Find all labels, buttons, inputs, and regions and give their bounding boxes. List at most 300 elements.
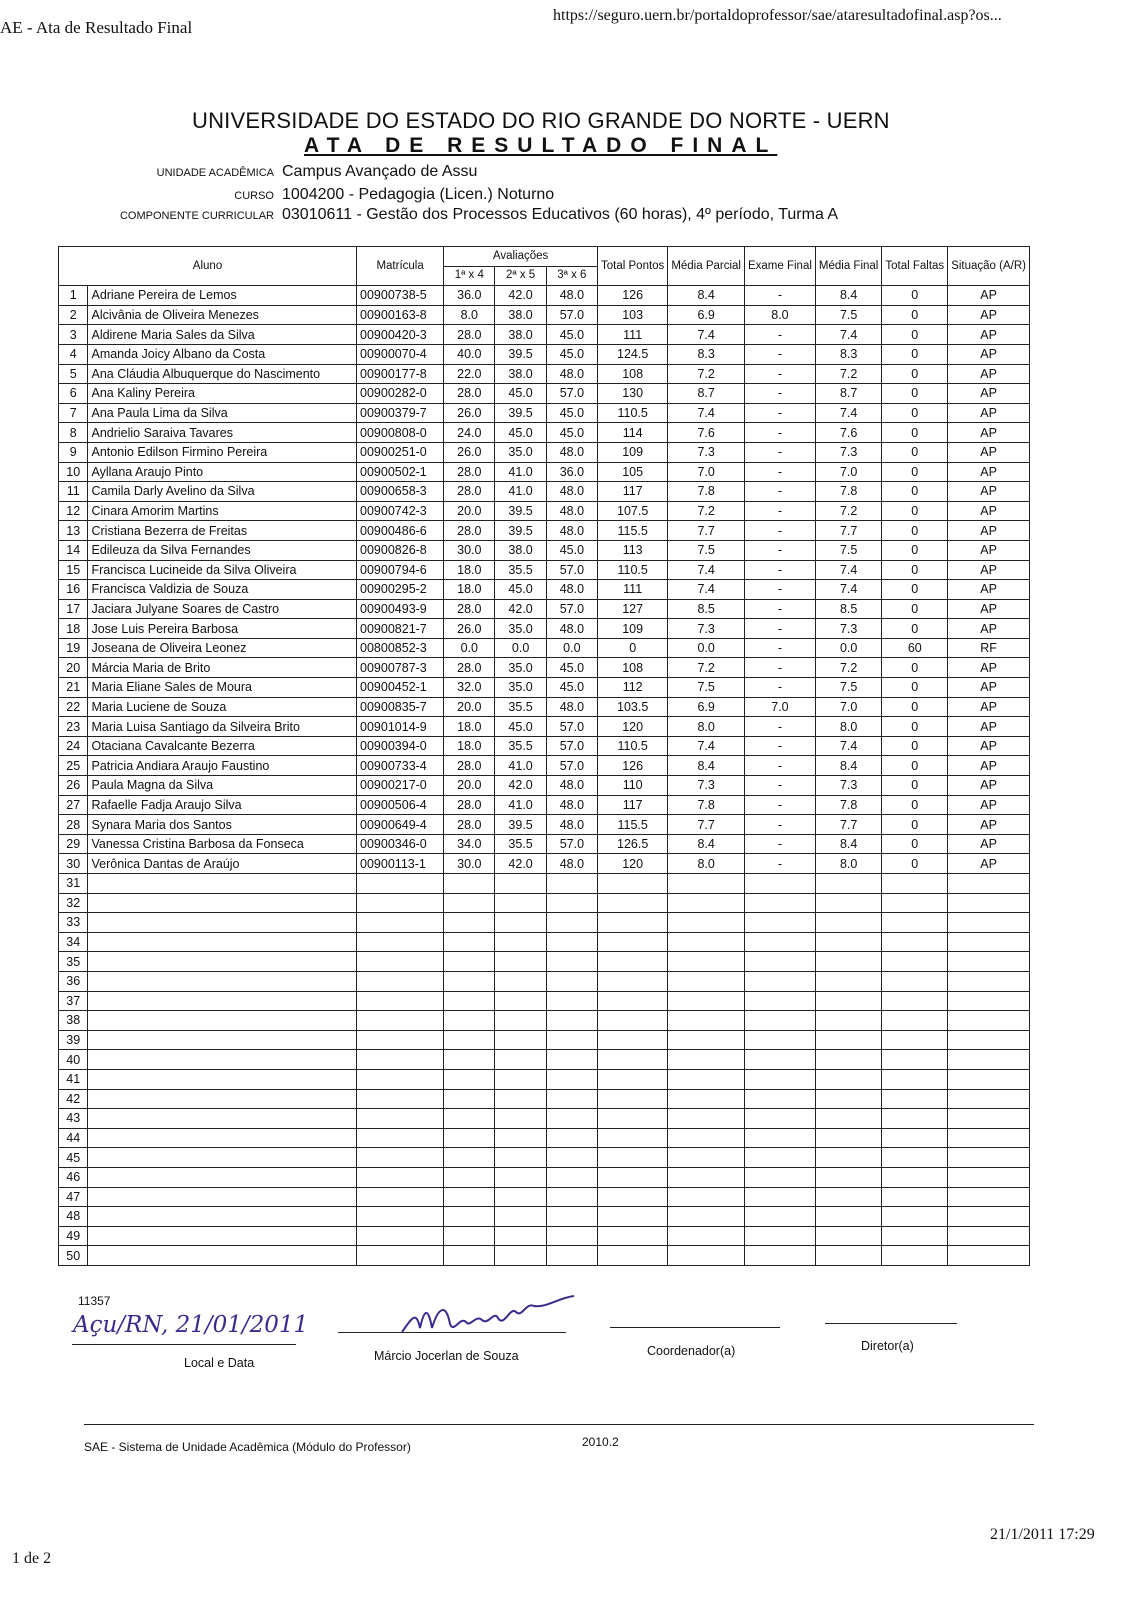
browser-title: AE - Ata de Resultado Final (0, 18, 193, 37)
av3-score (546, 952, 597, 972)
av2-score: 42.0 (495, 286, 546, 306)
matricula (357, 1069, 444, 1089)
av3-score: 57.0 (546, 599, 597, 619)
table-row (59, 1069, 1030, 1089)
table-row (59, 991, 1030, 1011)
av1-score: 8.0 (444, 305, 495, 325)
situacao: AP (948, 403, 1030, 423)
coordenador-line (610, 1327, 780, 1328)
media-parcial (668, 952, 745, 972)
header-av3: 3ª x 6 (546, 266, 597, 286)
student-name: Maria Eliane Sales de Moura (88, 678, 357, 698)
media-parcial (668, 1128, 745, 1148)
av2-score (495, 1030, 546, 1050)
av3-score: 48.0 (546, 697, 597, 717)
av2-score (495, 1128, 546, 1148)
matricula: 00900420-3 (357, 325, 444, 345)
total-faltas: 0 (882, 403, 948, 423)
media-parcial (668, 1187, 745, 1207)
av1-score (444, 991, 495, 1011)
media-final: 7.4 (815, 560, 881, 580)
situacao: AP (948, 423, 1030, 443)
row-number: 27 (59, 795, 88, 815)
total-faltas: 0 (882, 580, 948, 600)
row-number: 30 (59, 854, 88, 874)
av2-score (495, 1050, 546, 1070)
row-number: 36 (59, 971, 88, 991)
exame-final (744, 971, 815, 991)
media-final: 8.7 (815, 384, 881, 404)
exame-final: - (744, 344, 815, 364)
media-final (815, 971, 881, 991)
situacao (948, 1089, 1030, 1109)
row-number: 11 (59, 482, 88, 502)
av3-score (546, 1167, 597, 1187)
total-faltas: 0 (882, 697, 948, 717)
total-faltas: 60 (882, 638, 948, 658)
row-number: 40 (59, 1050, 88, 1070)
exame-final: 7.0 (744, 697, 815, 717)
media-final: 8.4 (815, 834, 881, 854)
row-number: 35 (59, 952, 88, 972)
media-final: 8.3 (815, 344, 881, 364)
table-row (59, 1226, 1030, 1246)
av3-score: 48.0 (546, 364, 597, 384)
av1-score: 20.0 (444, 697, 495, 717)
exame-final (744, 952, 815, 972)
student-name: Verônica Dantas de Araújo (88, 854, 357, 874)
student-name (88, 1089, 357, 1109)
media-final (815, 1148, 881, 1168)
media-final: 7.8 (815, 482, 881, 502)
av3-score: 57.0 (546, 756, 597, 776)
av1-score: 28.0 (444, 462, 495, 482)
exame-final (744, 1246, 815, 1266)
table-row (59, 521, 1030, 541)
media-parcial: 7.3 (668, 442, 745, 462)
student-name: Ana Paula Lima da Silva (88, 403, 357, 423)
media-parcial: 7.5 (668, 540, 745, 560)
total-faltas: 0 (882, 717, 948, 737)
media-final: 8.4 (815, 756, 881, 776)
total-faltas (882, 1246, 948, 1266)
situacao (948, 1167, 1030, 1187)
total-pontos: 127 (598, 599, 668, 619)
media-parcial (668, 1167, 745, 1187)
matricula: 00900251-0 (357, 442, 444, 462)
exame-final (744, 1030, 815, 1050)
media-parcial: 8.4 (668, 834, 745, 854)
exame-final (744, 913, 815, 933)
media-final: 7.5 (815, 305, 881, 325)
table-row (59, 697, 1030, 717)
total-pontos: 109 (598, 442, 668, 462)
av3-score (546, 971, 597, 991)
matricula: 00900113-1 (357, 854, 444, 874)
av2-score: 38.0 (495, 364, 546, 384)
situacao (948, 874, 1030, 894)
table-row (59, 1011, 1030, 1031)
exame-final: - (744, 776, 815, 796)
av1-score (444, 1207, 495, 1227)
situacao (948, 1226, 1030, 1246)
total-pontos: 103 (598, 305, 668, 325)
exame-final: - (744, 423, 815, 443)
av1-score: 40.0 (444, 344, 495, 364)
matricula: 00900502-1 (357, 462, 444, 482)
exame-final: - (744, 658, 815, 678)
av2-score (495, 1089, 546, 1109)
total-pontos (598, 1050, 668, 1070)
total-pontos (598, 1226, 668, 1246)
media-parcial: 8.0 (668, 717, 745, 737)
table-row (59, 560, 1030, 580)
total-faltas (882, 1109, 948, 1129)
componente-label: COMPONENTE CURRICULAR (119, 210, 274, 222)
media-final (815, 874, 881, 894)
header-media-final: Média Final (815, 247, 881, 286)
curso-row (60, 186, 554, 204)
media-parcial: 8.4 (668, 286, 745, 306)
media-parcial (668, 1030, 745, 1050)
student-name (88, 893, 357, 913)
table-row (59, 717, 1030, 737)
av3-score: 45.0 (546, 403, 597, 423)
exame-final: 8.0 (744, 305, 815, 325)
table-row (59, 834, 1030, 854)
situacao: AP (948, 384, 1030, 404)
media-parcial (668, 991, 745, 1011)
row-number: 41 (59, 1069, 88, 1089)
media-final: 7.4 (815, 403, 881, 423)
av3-score: 57.0 (546, 717, 597, 737)
media-parcial (668, 1148, 745, 1168)
exame-final: - (744, 795, 815, 815)
coordenador-label: Coordenador(a) (647, 1344, 736, 1358)
page-number: 1 de 2 (12, 1550, 52, 1567)
situacao: AP (948, 540, 1030, 560)
matricula: 00800852-3 (357, 638, 444, 658)
av3-score: 45.0 (546, 658, 597, 678)
situacao (948, 1128, 1030, 1148)
media-parcial: 8.7 (668, 384, 745, 404)
media-parcial: 6.9 (668, 697, 745, 717)
situacao (948, 1207, 1030, 1227)
av1-score: 18.0 (444, 560, 495, 580)
exame-final: - (744, 384, 815, 404)
student-name: Jose Luis Pereira Barbosa (88, 619, 357, 639)
situacao (948, 1187, 1030, 1207)
table-row (59, 540, 1030, 560)
total-pontos (598, 952, 668, 972)
av3-score (546, 1207, 597, 1227)
student-name (88, 1226, 357, 1246)
total-pontos (598, 1030, 668, 1050)
total-pontos: 107.5 (598, 501, 668, 521)
row-number: 2 (59, 305, 88, 325)
matricula: 00900821-7 (357, 619, 444, 639)
matricula: 00900835-7 (357, 697, 444, 717)
table-row (59, 795, 1030, 815)
situacao (948, 913, 1030, 933)
total-faltas (882, 1207, 948, 1227)
matricula (357, 913, 444, 933)
media-final (815, 1167, 881, 1187)
total-pontos: 108 (598, 364, 668, 384)
situacao: AP (948, 521, 1030, 541)
total-pontos (598, 893, 668, 913)
student-name (88, 991, 357, 1011)
media-parcial: 7.7 (668, 521, 745, 541)
media-final: 8.0 (815, 717, 881, 737)
matricula: 00900658-3 (357, 482, 444, 502)
total-pontos: 126 (598, 286, 668, 306)
table-row (59, 776, 1030, 796)
total-faltas: 0 (882, 423, 948, 443)
av3-score: 57.0 (546, 384, 597, 404)
curso-label: CURSO (234, 190, 274, 202)
table-row (59, 1187, 1030, 1207)
media-final: 7.4 (815, 325, 881, 345)
situacao: AP (948, 344, 1030, 364)
table-row (59, 482, 1030, 502)
total-faltas: 0 (882, 521, 948, 541)
situacao: AP (948, 619, 1030, 639)
av2-score: 0.0 (495, 638, 546, 658)
media-parcial (668, 971, 745, 991)
total-pontos (598, 971, 668, 991)
total-faltas: 0 (882, 599, 948, 619)
matricula (357, 874, 444, 894)
row-number: 3 (59, 325, 88, 345)
total-pontos: 110.5 (598, 560, 668, 580)
row-number: 21 (59, 678, 88, 698)
av2-score: 41.0 (495, 482, 546, 502)
componente-value: 03010611 - Gestão dos Processos Educativos (60 horas), 4º período, Turma A (282, 206, 839, 223)
total-pontos: 114 (598, 423, 668, 443)
table-row (59, 442, 1030, 462)
situacao (948, 1246, 1030, 1266)
matricula (357, 952, 444, 972)
student-name: Andrielio Saraiva Tavares (88, 423, 357, 443)
total-faltas: 0 (882, 756, 948, 776)
exame-final (744, 1011, 815, 1031)
table-row (59, 344, 1030, 364)
total-pontos (598, 874, 668, 894)
row-number: 19 (59, 638, 88, 658)
av3-score (546, 932, 597, 952)
matricula (357, 1246, 444, 1266)
total-faltas: 0 (882, 678, 948, 698)
av1-score (444, 893, 495, 913)
student-name: Ayllana Araujo Pinto (88, 462, 357, 482)
row-number: 37 (59, 991, 88, 1011)
av1-score (444, 913, 495, 933)
exame-final: - (744, 756, 815, 776)
document-title: ATA DE RESULTADO FINAL (304, 134, 778, 157)
av1-score: 26.0 (444, 403, 495, 423)
matricula: 00900738-5 (357, 286, 444, 306)
media-final: 7.3 (815, 776, 881, 796)
row-number: 44 (59, 1128, 88, 1148)
av2-score: 35.0 (495, 442, 546, 462)
table-row (59, 403, 1030, 423)
row-number: 20 (59, 658, 88, 678)
total-pontos: 130 (598, 384, 668, 404)
student-name: Amanda Joicy Albano da Costa (88, 344, 357, 364)
total-pontos: 0 (598, 638, 668, 658)
av2-score: 35.0 (495, 678, 546, 698)
total-pontos (598, 1148, 668, 1168)
av2-score: 42.0 (495, 599, 546, 619)
av1-score (444, 1089, 495, 1109)
media-final: 7.0 (815, 697, 881, 717)
situacao: AP (948, 736, 1030, 756)
total-pontos: 115.5 (598, 521, 668, 541)
media-parcial: 7.5 (668, 678, 745, 698)
total-pontos: 109 (598, 619, 668, 639)
total-pontos (598, 1089, 668, 1109)
total-pontos: 126 (598, 756, 668, 776)
av2-score: 42.0 (495, 854, 546, 874)
av3-score (546, 1050, 597, 1070)
av2-score: 45.0 (495, 384, 546, 404)
av3-score: 57.0 (546, 736, 597, 756)
media-final: 7.5 (815, 678, 881, 698)
total-pontos: 105 (598, 462, 668, 482)
media-final (815, 932, 881, 952)
table-row (59, 1128, 1030, 1148)
row-number: 5 (59, 364, 88, 384)
row-number: 6 (59, 384, 88, 404)
av3-score: 36.0 (546, 462, 597, 482)
total-faltas: 0 (882, 658, 948, 678)
media-final: 8.5 (815, 599, 881, 619)
table-row (59, 619, 1030, 639)
media-parcial: 6.9 (668, 305, 745, 325)
table-row (59, 501, 1030, 521)
situacao (948, 952, 1030, 972)
matricula: 00900282-0 (357, 384, 444, 404)
exame-final: - (744, 364, 815, 384)
row-number: 42 (59, 1089, 88, 1109)
total-faltas (882, 893, 948, 913)
curso-value: 1004200 - Pedagogia (Licen.) Noturno (282, 186, 555, 203)
av3-score: 48.0 (546, 795, 597, 815)
av3-score: 57.0 (546, 305, 597, 325)
av2-score: 39.5 (495, 344, 546, 364)
diretor-label: Diretor(a) (861, 1339, 914, 1353)
av1-score: 20.0 (444, 776, 495, 796)
media-parcial: 7.3 (668, 776, 745, 796)
matricula (357, 1167, 444, 1187)
av3-score (546, 1226, 597, 1246)
student-name: Ana Kaliny Pereira (88, 384, 357, 404)
av2-score (495, 932, 546, 952)
total-faltas: 0 (882, 540, 948, 560)
av2-score (495, 1069, 546, 1089)
row-number: 48 (59, 1207, 88, 1227)
av3-score (546, 893, 597, 913)
total-pontos (598, 1207, 668, 1227)
table-row (59, 971, 1030, 991)
matricula (357, 893, 444, 913)
table-row (59, 305, 1030, 325)
av2-score: 35.5 (495, 560, 546, 580)
media-parcial (668, 1050, 745, 1070)
student-name: Maria Luisa Santiago da Silveira Brito (88, 717, 357, 737)
row-number: 16 (59, 580, 88, 600)
row-number: 22 (59, 697, 88, 717)
total-faltas: 0 (882, 736, 948, 756)
total-faltas: 0 (882, 442, 948, 462)
matricula (357, 1030, 444, 1050)
header-aluno: Aluno (59, 247, 357, 286)
header-av2: 2ª x 5 (495, 266, 546, 286)
university-name: UNIVERSIDADE DO ESTADO DO RIO GRANDE DO NORTE - UERN (192, 108, 890, 133)
av2-score (495, 1187, 546, 1207)
row-number: 23 (59, 717, 88, 737)
av1-score: 28.0 (444, 384, 495, 404)
student-name: Cristiana Bezerra de Freitas (88, 521, 357, 541)
media-final (815, 1246, 881, 1266)
av2-score: 45.0 (495, 580, 546, 600)
exame-final: - (744, 678, 815, 698)
av1-score (444, 1246, 495, 1266)
student-name: Synara Maria dos Santos (88, 815, 357, 835)
situacao: AP (948, 442, 1030, 462)
av1-score: 0.0 (444, 638, 495, 658)
exame-final: - (744, 403, 815, 423)
total-pontos: 110.5 (598, 403, 668, 423)
av2-score: 35.5 (495, 736, 546, 756)
row-number: 24 (59, 736, 88, 756)
student-name: Alcivânia de Oliveira Menezes (88, 305, 357, 325)
media-parcial: 7.7 (668, 815, 745, 835)
exame-final: - (744, 325, 815, 345)
table-row (59, 893, 1030, 913)
table-row (59, 1167, 1030, 1187)
componente-row (60, 206, 838, 224)
av1-score: 28.0 (444, 658, 495, 678)
av3-score: 45.0 (546, 423, 597, 443)
row-number: 25 (59, 756, 88, 776)
total-faltas (882, 1148, 948, 1168)
student-name: Maria Luciene de Souza (88, 697, 357, 717)
situacao: AP (948, 482, 1030, 502)
exame-final: - (744, 442, 815, 462)
exame-final: - (744, 638, 815, 658)
row-number: 8 (59, 423, 88, 443)
av2-score (495, 991, 546, 1011)
row-number: 31 (59, 874, 88, 894)
exame-final (744, 1069, 815, 1089)
av2-score: 35.0 (495, 619, 546, 639)
av3-score: 48.0 (546, 521, 597, 541)
header-situacao: Situação (A/R) (948, 247, 1030, 286)
av3-score (546, 1011, 597, 1031)
student-name (88, 1148, 357, 1168)
av1-score: 20.0 (444, 501, 495, 521)
header-matricula: Matrícula (357, 247, 444, 286)
total-pontos (598, 1246, 668, 1266)
student-name (88, 874, 357, 894)
av2-score: 39.5 (495, 521, 546, 541)
row-number: 12 (59, 501, 88, 521)
total-faltas (882, 1089, 948, 1109)
media-parcial: 7.4 (668, 560, 745, 580)
matricula: 00900070-4 (357, 344, 444, 364)
